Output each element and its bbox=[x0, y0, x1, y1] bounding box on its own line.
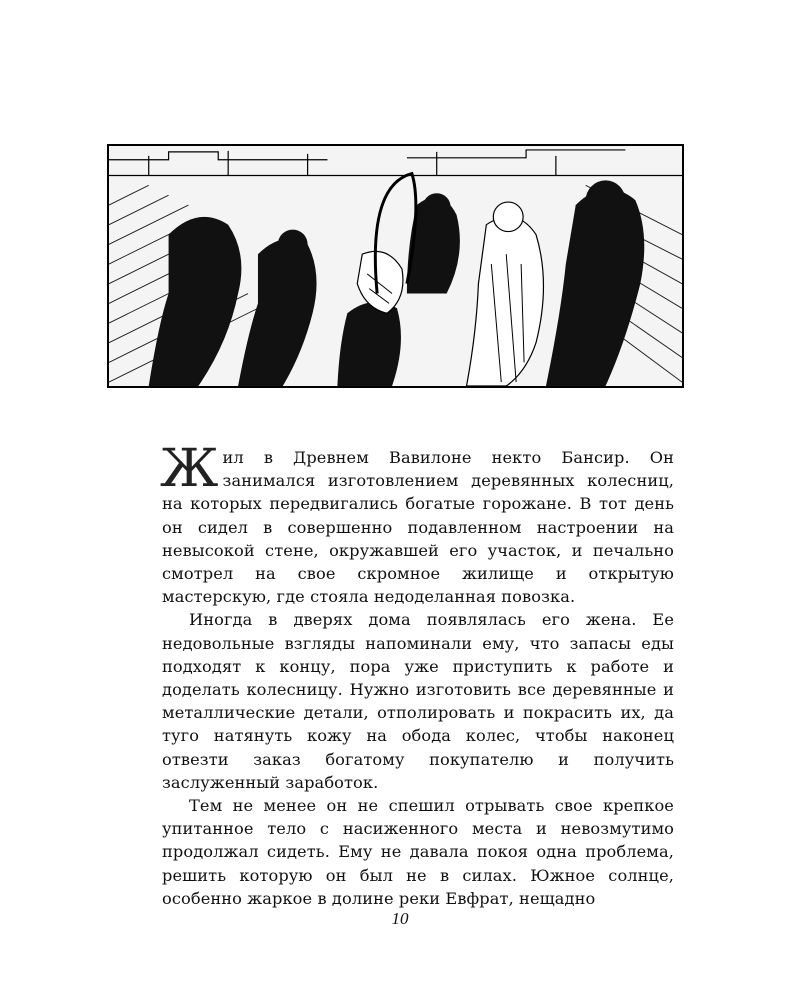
body-text bbox=[160, 439, 674, 910]
paragraph-3: Тем не менее он не спешил отрывать свое крепкое упитанное тело с насиженного места и невозмутимо продолжал сидеть. Ему не давала покоя одна проблема, решить которую он был не в силах. Южное солнце, особенно жаркое в долине реки Евфрат, нещадно bbox=[162, 796, 674, 908]
paragraph-2: Иногда в дверях дома появлялась его жена. Ее недовольные взгляды напоминали ему, что запасы еды подходят к концу, пора уже приступить к работе и доделать колесницу. Нужно изготовить все деревянные и металлические детали, отполировать и покрасить их, да туго натянуть кожу на обода колес, чтобы наконец отвезти заказ богатому покупателю и получить заслуженный заработок. bbox=[162, 610, 674, 792]
page-number: 10 bbox=[391, 909, 409, 928]
paragraph-1-text: ил в Древнем Вавилоне некто Бансир. Он занимался изготовлением деревянных колесниц, на которых передвигались богатые горожане. В тот день он сидел в совершенно подавленном настроении на невысокой стене, окружавшей его участок, и печально смотрел на свое скромное жилище и открытую мастерскую, где стояла недоделанная повозка. bbox=[162, 448, 674, 607]
drop-cap: Ж bbox=[160, 439, 219, 499]
engraving-icon bbox=[109, 146, 682, 386]
engraving-illustration bbox=[107, 144, 684, 388]
paragraph-1 bbox=[160, 439, 674, 608]
